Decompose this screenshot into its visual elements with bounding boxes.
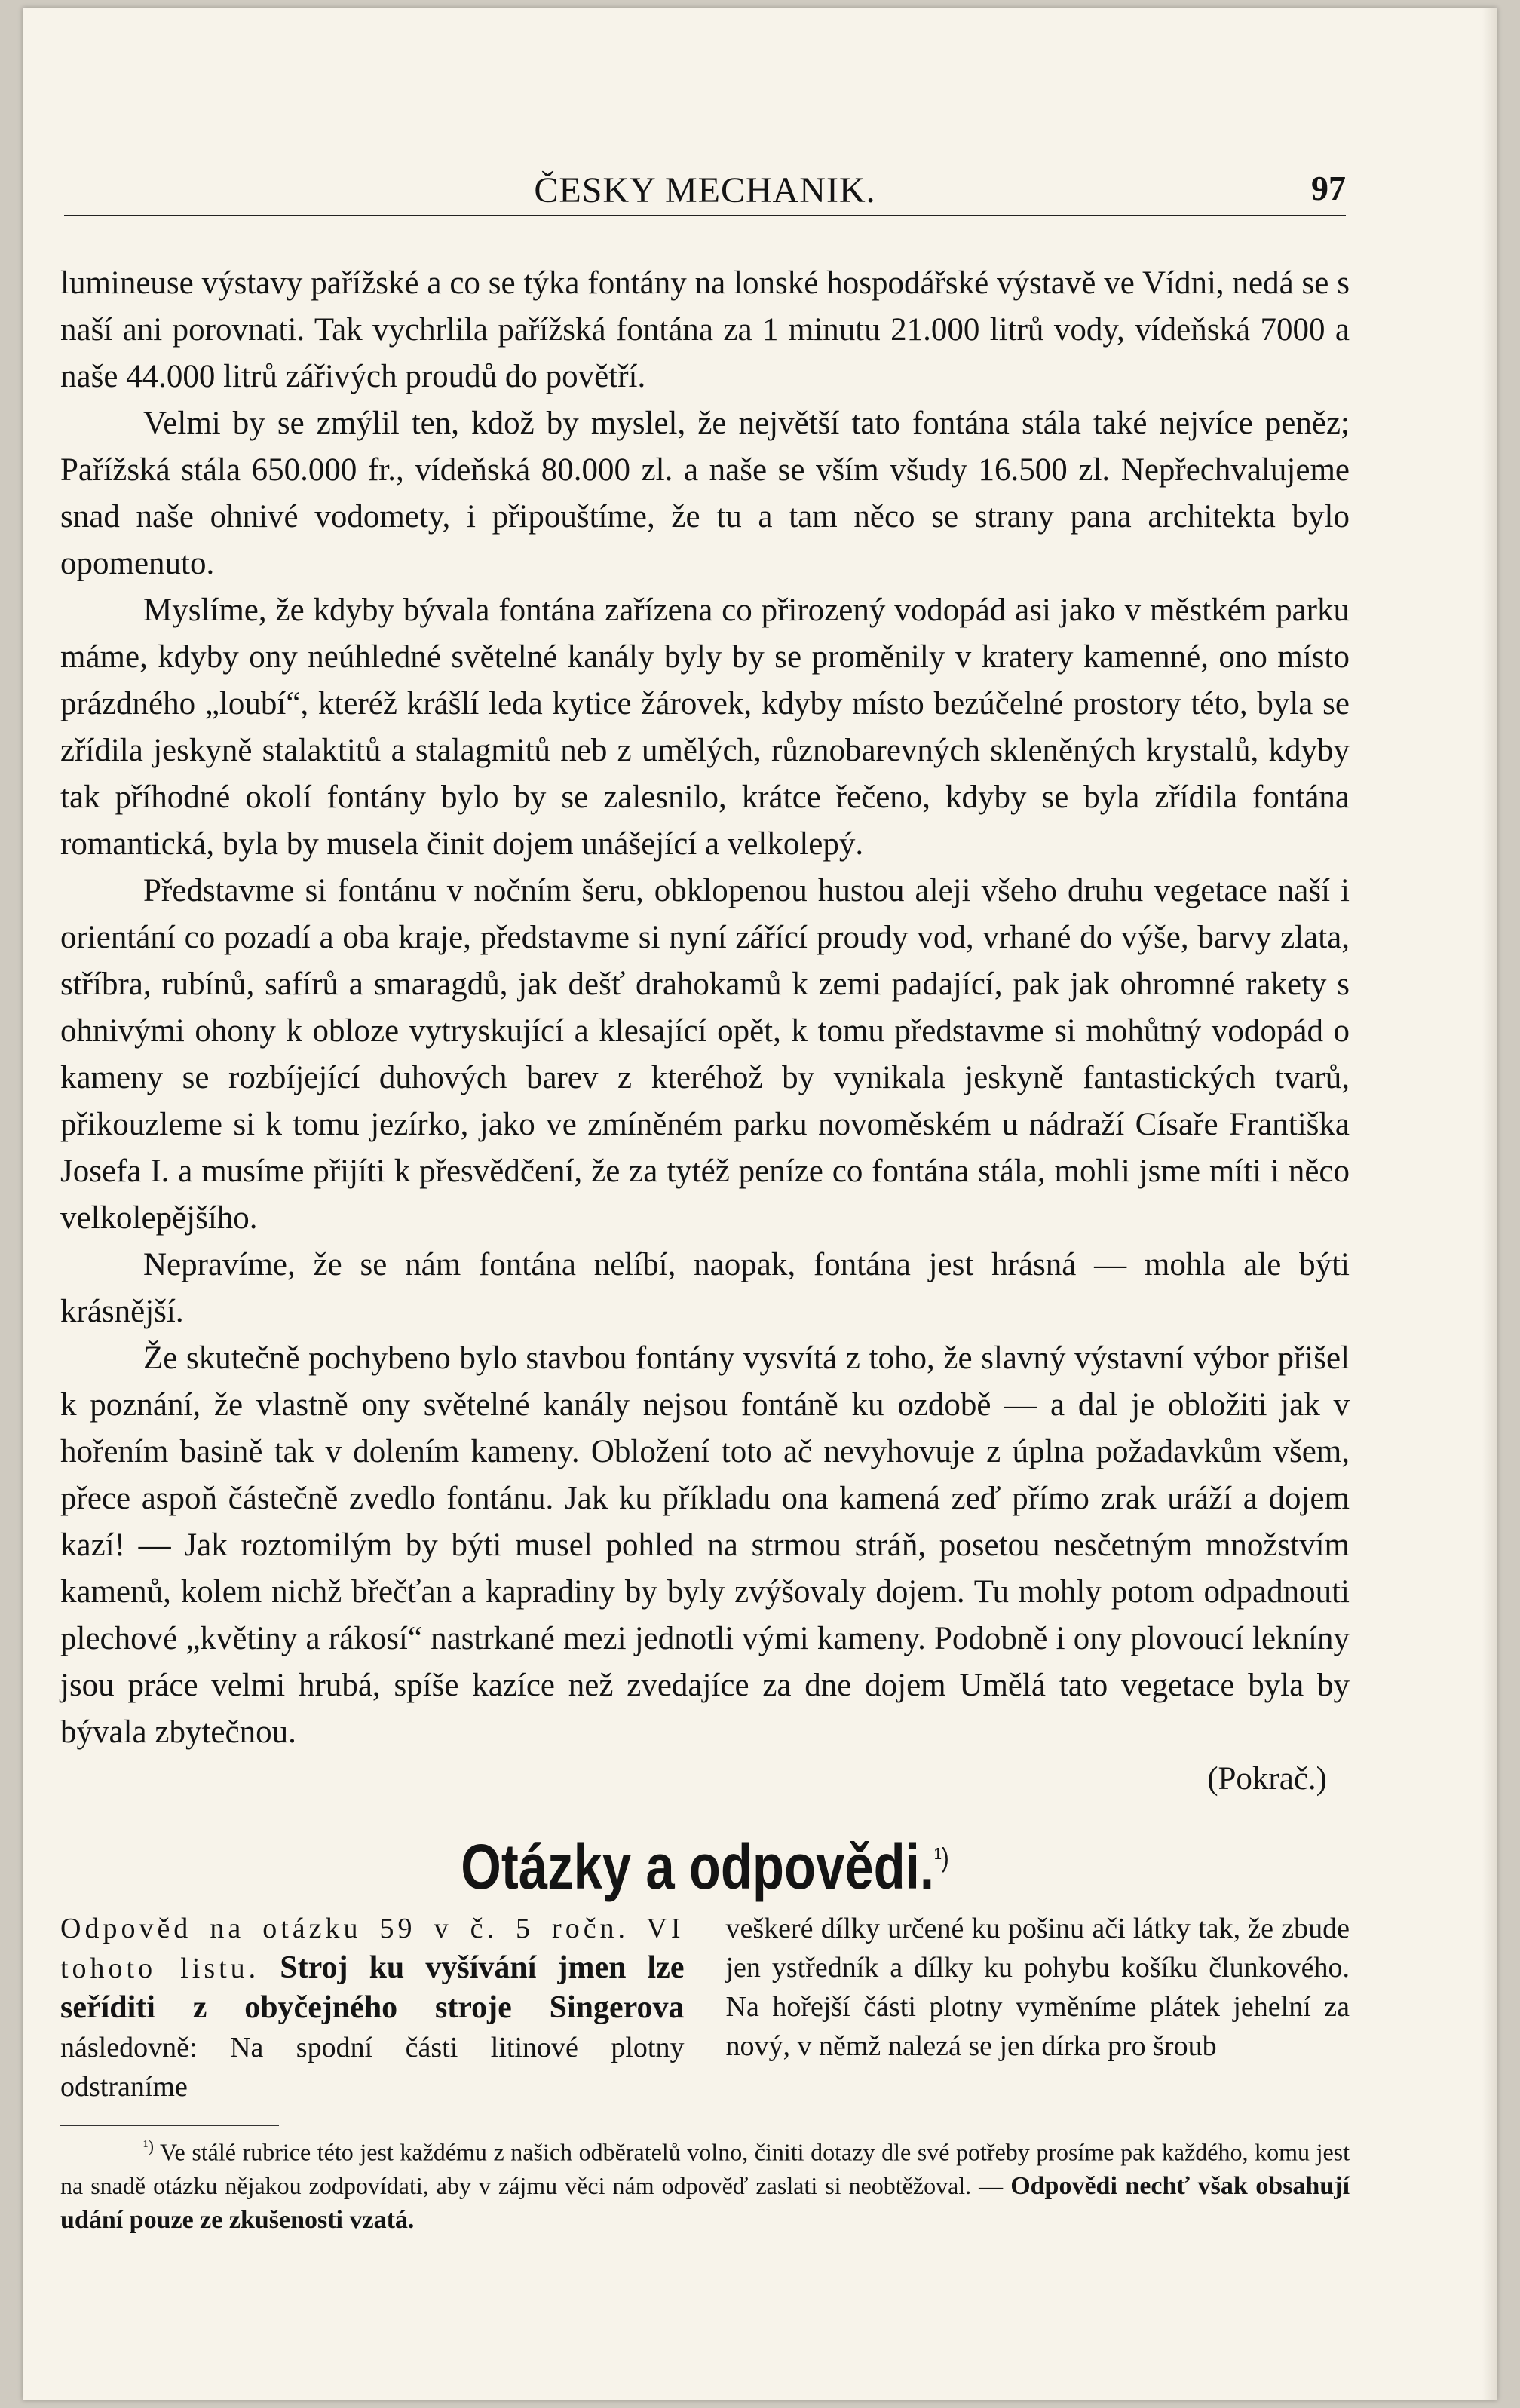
paragraph: lumineuse výstavy pařížské a co se týka fontány na lonské hospodářské výstavě ve Vídni, nedá se s naší ani porovnati. Tak vychrlila pařížská fontána za 1 minutu 21.000 litrů vody, vídeňská 7000 a naše 44.000 litrů zářivých proudů do povětří. bbox=[60, 265, 1350, 394]
qa-columns bbox=[60, 1909, 1350, 2106]
footnote-text: Ve stálé rubrice této jest každému z našich odběratelů volno, činiti dotazy dle své potřeby prosíme pak každého, komu jest na snadě otázku nějakou zodpovídati, aby v zájmu věci nám odpověď zaslati si neobtěžoval. — bbox=[60, 2138, 1350, 2199]
answer-continuation: veškeré dílky určené ku pošinu ači látky tak, že zbude jen ystředník a dílky ku pohybu košíku člunkového. Na hořejší části plotny vyměníme plátek jehelní za nový, v němž nalezá se jen dírka pro šroub bbox=[725, 1913, 1350, 2062]
paragraph: Myslíme, že kdyby bývala fontána zařízena co přirozený vodopád asi jako v městkém parku máme, kdyby ony neúhledné světelné kanály byly by se proměnily v kratery kamenné, ono místo prázdného „loubí“, kteréž krášlí leda kytice žárovek, kdyby místo bezúčelné prostory této, byla se zřídila jeskyně stalaktitů a stalagmitů neb z umělých, různobarevných skleněných krystalů, kdyby tak příhodné okolí fontány bylo by se zalesnilo, krátce řečeno, kdyby se byla zřídila fontána romantická, byla by musela činit dojem unášející a velkolepý. bbox=[60, 593, 1350, 862]
page-spine-shadow bbox=[1482, 8, 1497, 2400]
section-heading-text: Otázky a odpovědi. bbox=[461, 1831, 935, 1902]
footnote-bold-text: Odpovědi nechť však obsahují udání pouze ze zkušenosti vzatá. bbox=[60, 2171, 1350, 2234]
page-number: 97 bbox=[1311, 169, 1346, 207]
header-rule bbox=[64, 213, 1346, 216]
paragraph: Že skutečně pochybeno bylo stavbou fontány vysvítá z toho, že slavný výstavní výbor přišel k poznání, že vlastně ony světelné kanály nejsou fontáně ku ozdobě — a dal je obložiti jak v hořením basině tak v dolením kameny. Obložení toto ač nevyhovuje z úplna požadavkům všem, přece aspoň částečně zvedlo fontánu. Jak ku příkladu ona kamená zeď přímo zrak uráží a dojem kazí! — Jak roztomilým by býti musel pohled na strmou stráň, posetou nesčetným množstvím kamenů, kolem nichž břečťan a kapradiny by byly zvýšovaly dojem. Tu mohly potom odpadnouti plechové „květiny a rákosí“ nastrkané mezi jednotli vými kameny. Podobně i ony plovoucí lekníny jsou práce velmi hrubá, spíše kazíce než zvedajíce za dne dojem Umělá tato vegetace byla by bývala zbytečnou. bbox=[60, 1340, 1350, 1750]
continuation-note: (Pokrač.) bbox=[1207, 1761, 1327, 1797]
qa-right-column bbox=[726, 1909, 1350, 2106]
section-heading-footnote-mark: ¹) bbox=[934, 1842, 949, 1873]
article-body bbox=[60, 260, 1350, 1803]
page bbox=[23, 8, 1497, 2400]
answer-lead: Odpověd na otázku 59 v č. 5 ročn. VI tohoto listu. bbox=[60, 1913, 685, 1984]
section-heading bbox=[176, 1831, 1233, 1904]
footnote-mark: ¹) bbox=[143, 2137, 154, 2155]
answer-bold-text: Stroj ku vyšívání jmen lze seříditi z obyčejného stroje Singerova bbox=[60, 1950, 685, 2025]
running-header bbox=[64, 162, 1346, 215]
footnote-rule bbox=[60, 2125, 279, 2126]
paragraph: Nepravíme, že se nám fontána nelíbí, naopak, fontána jest hrásná — mohla ale býti krásnější. bbox=[60, 1247, 1350, 1329]
journal-title: ČESKY MECHANIK. bbox=[534, 170, 876, 210]
paragraph: Představme si fontánu v nočním šeru, obklopenou hustou aleji všeho druhu vegetace naší i orientání co pozadí a oba kraje, představme si nyní zářící proudy vod, vrhané do výše, barvy zlata, stříbra, rubínů, safírů a smaragdů, jak dešť drahokamů k zemi padající, pak jak ohromné rakety s ohnivými ohony k obloze vytryskující a klesající opět, k tomu představme si mohůtný vodopád o kameny se rozbíjející duhových barev z kteréhož by vynikala jeskyně fantastických tvarů, přikouzleme si k tomu jezírko, jako ve zmíněném parku novoměském u nádraží Císaře Františka Josefa I. a musíme přijíti k přesvědčení, že za tytéž peníze co fontána stála, mohli jsme míti i něco velkolepějšího. bbox=[60, 873, 1350, 1236]
paragraph: Velmi by se zmýlil ten, kdož by myslel, že největší tato fontána stála také nejvíce peněz; Pařížská stála 650.000 fr., vídeňská 80.000 zl. a naše se vším všudy 16.500 zl. Nepřechvalujeme snad naše ohnivé vodomety, i připouštíme, že tu a tam něco se strany pana architekta bylo opomenuto. bbox=[60, 406, 1350, 581]
answer-text: následovně: Na spodní části litinové plotny odstraníme bbox=[60, 2032, 685, 2103]
footnote bbox=[60, 2130, 1350, 2237]
qa-left-column bbox=[60, 1909, 685, 2106]
